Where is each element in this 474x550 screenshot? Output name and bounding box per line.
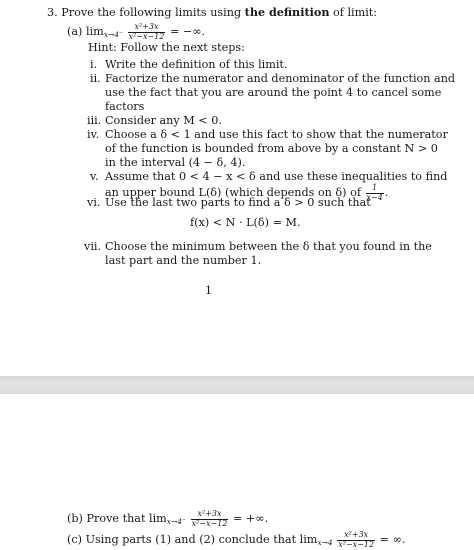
part-a-lim: lim [85,25,104,38]
step-i-num: i. [90,58,98,71]
part-c-label: (c) [67,533,82,546]
step-vi-line-1: Use the last two parts to find a δ > 0 such that [105,196,371,209]
step-iv-line-3: in the interval (4 − δ, 4). [105,156,246,169]
part-c-result: = ∞. [379,533,406,546]
part-c-fraction [337,531,375,549]
step-ii-line-1: Factorize the numerator and denominator of the function and [105,72,456,85]
intro-suffix: of limit: [333,6,378,19]
part-a-sub: x→4⁻ [103,30,123,39]
part-a-label: (a) [67,25,83,38]
problem-intro [47,6,377,20]
step-ii-line-2: use the fact that you are around the point 4 to cancel some [105,86,442,99]
part-b [67,510,268,529]
part-b-num: x²+3x [191,510,229,520]
step-iv-line-2: of the function is bounded from above by a constant N > 0 [105,142,438,155]
intro-bold: the definition [244,5,330,19]
page-number: 1 [205,284,213,297]
part-a-num: x²+3x [128,23,166,33]
problem-number: 3. [47,6,58,19]
part-c [67,531,405,550]
step-iii-num: iii. [87,114,102,127]
step-v-line-1: Assume that 0 < 4 − x < δ and use these inequalities to find [105,170,448,183]
step-ii-line-3: factors [105,100,145,113]
part-b-prefix: Prove that lim [86,512,167,525]
step-iv-num: iv. [87,128,100,141]
step-v-frac-num: 1 [366,184,384,194]
hint: Hint: Follow the next steps: [88,41,245,54]
part-a-fraction [128,23,166,41]
part-c-sub: x→4 [317,538,333,547]
step-vii-num: vii. [84,240,102,253]
part-c-num: x²+3x [337,531,375,541]
intro-prefix: Prove the following limits using [61,6,242,19]
step-i-line-1: Write the definition of this limit. [105,58,288,71]
page-2 [0,394,474,548]
step-v-line-2-prefix: an upper bound L(δ) (which depends on δ) of [105,186,361,199]
step-v-frac-den: x−4 [366,192,383,202]
part-a-result: = −∞. [169,25,206,38]
step-iii-line-1: Consider any M < 0. [105,114,222,127]
part-b-result: = +∞. [232,512,269,525]
part-b-label: (b) [67,512,83,525]
part-a [67,23,205,42]
part-b-sub: x→4⁻ [166,517,187,526]
step-vii-line-2: last part and the number 1. [105,254,262,267]
display-equation: f(x) < N · L(δ) = M. [190,216,301,229]
part-b-fraction [191,510,229,528]
step-iv-line-1: Choose a δ < 1 and use this fact to show that the numerator [105,128,448,141]
step-vi-num: vi. [87,196,101,209]
part-a-den: x²−x−12 [128,31,165,41]
step-v-num: v. [90,170,99,183]
part-c-prefix: Using parts (1) and (2) conclude that lim [85,533,318,546]
step-vii-line-1: Choose the minimum between the δ that you found in the [105,240,432,253]
step-v-line-2-suffix: . [384,186,389,199]
page-separator [0,376,474,394]
step-ii-num: ii. [90,72,101,85]
part-b-den: x²−x−12 [191,518,228,528]
part-c-den: x²−x−12 [338,539,375,549]
